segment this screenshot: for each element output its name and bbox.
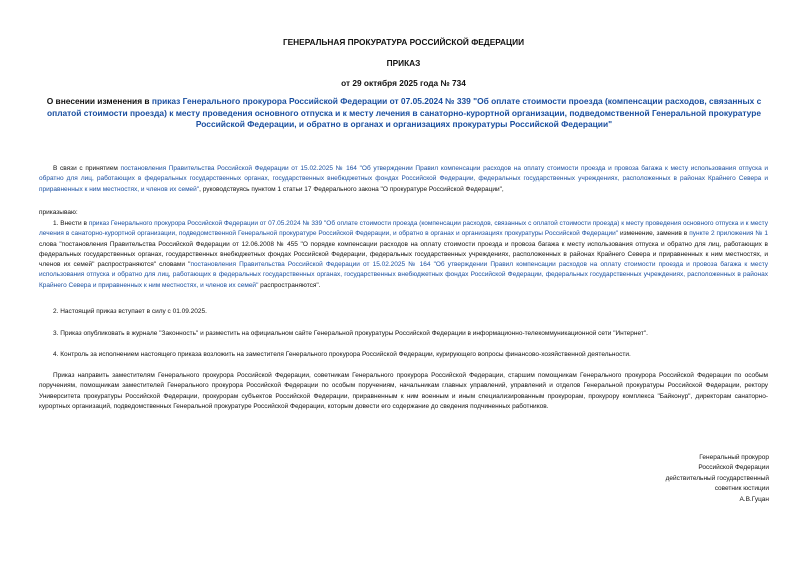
item-1-paragraph [39,219,768,291]
signature-line-1: Генеральный прокурор [699,454,769,461]
item-4-paragraph: 4. Контроль за исполнением настоящего приказа возложить на заместителя Генерального прокурора Российской Федерации, курирующего вопросы финансово-хозяйственной деятельности. [53,351,631,358]
organization-heading: ГЕНЕРАЛЬНАЯ ПРОКУРАТУРА РОССИЙСКОЙ ФЕДЕРАЦИИ [282,37,525,47]
document-title [45,96,763,131]
signature-line-4: советник юстиции [714,485,769,493]
item-1-clause-link[interactable]: пункте 2 приложения № 1 [689,230,769,238]
item-2-paragraph: 2. Настоящий приказ вступает в силу с 01.09.2025. [53,308,207,315]
item-3-paragraph: 3. Приказ опубликовать в журнале "Законность" и разместить на официальном сайте Генеральной прокуратуры Российской Федерации в информационно-телекоммуникационной сети "Интернет". [53,330,648,337]
item-1-text-3: слова "постановления Правительства Российской Федерации от 12.06.2008 № 455 "О порядке компенсации расходов на оплату стоимости проезда и провоза багажа к месту использования отпуска и обратно для лиц, работающих в федеральных государственных органах, государственных внебюджетных фондах Российской Федерации, федеральных государственных учреждениях, расположенных в районах Крайнего Севера и приравненных к ним местностях, и членов их семей" распространяются" словами " [39,240,768,269]
item-1-decree-link[interactable]: постановления Правительства Российской Федерации от 15.02.2025 № 164 "Об утверждении Правил компенсации расходов на оплату стоимости проезда и провоза багажа к месту использования отпуска и обратно для лиц, работающих в федеральных государственных органах, государственных внебюджетных фондах Российской Федерации, федеральных государственных учреждениях, расположенных в районах Крайнего Севера и приравненных к ним местностях, и членов их семей" [39,261,768,289]
signature-block [609,453,769,505]
signature-name: А.В.Гуцан [739,495,769,503]
item-1-text-2: изменение, заменив в [618,230,690,238]
intro-paragraph [39,164,768,195]
intro-suffix: , руководствуясь пунктом 1 статьи 17 Федерального закона "О прокуратуре Российской Федерации", [199,185,504,193]
title-prefix: О внесении изменения в [46,96,152,106]
distribution-paragraph: Приказ направить заместителям Генерального прокурора Российской Федерации, советникам Генерального прокурора Российской Федерации, старшим помощникам Генерального прокурора Российской Федерации по особым поручениям, помощникам заместителей Генерального прокурора Российской Федерации по особым поручениям, начальникам главных управлений, управлений и отделов Генеральной прокуратуры Российской Федерации, ректору Университета прокуратуры Российской Федерации, прокурорам субъектов Российской Федерации, приравненным к ним военным и иным специализированным прокурорам, прокурору комплекса "Байконур", директорам санаторно-курортных организаций, подведомственных Генеральной прокуратуре Российской Федерации, которым довести его содержание до сведения подчиненных работников. [39,372,768,410]
item-1-order-link[interactable]: приказ Генерального прокурора Российской Федерации от 07.05.2024 № 339 "Об оплате стоимости проезда (компенсации расходов, связанных с оплатой стоимости проезда) к месту проведения основного отпуска и к месту лечения в санаторно-курортной организации, подведомственной Генеральной прокуратуре Российской Федерации, и обратно в органах и организациях прокуратуры Российской Федерации" [39,220,768,238]
title-order-link[interactable]: приказ Генерального прокурора Российской Федерации от 07.05.2024 № 339 "Об оплате стоимости проезда (компенсации расходов, связанных с оплатой стоимости проезда) к месту проведения основного отпуска и к месту лечения в санаторно-курортной организации, подведомственной Генеральной прокуратуре Российской Федерации, и обратно в органах и организациях прокуратуры Российской Федерации" [47,96,762,130]
document-type: ПРИКАЗ [386,58,421,68]
order-word: приказываю: [39,209,78,216]
signature-line-2: Российской Федерации [698,464,769,472]
signature-line-3: действительный государственный [665,474,769,482]
intro-decree-link[interactable]: постановления Правительства Российской Федерации от 15.02.2025 № 164 "Об утверждении Правил компенсации расходов на оплату стоимости проезда и провоза багажа к месту использования отпуска и обратно для лиц, работающих в федеральных государственных органах, государственных внебюджетных фондах Российской Федерации, федеральных государственных учреждениях, расположенных в районах Крайнего Севера и приравненных к ним местностях, и членов их семей" [39,165,768,193]
intro-prefix: В связи с принятием [53,165,121,172]
item-1-text-4: распространяются". [258,281,321,289]
document-date-number: от 29 октября 2025 года № 734 [341,78,466,88]
item-1-text-1: 1. Внести в [53,220,89,227]
